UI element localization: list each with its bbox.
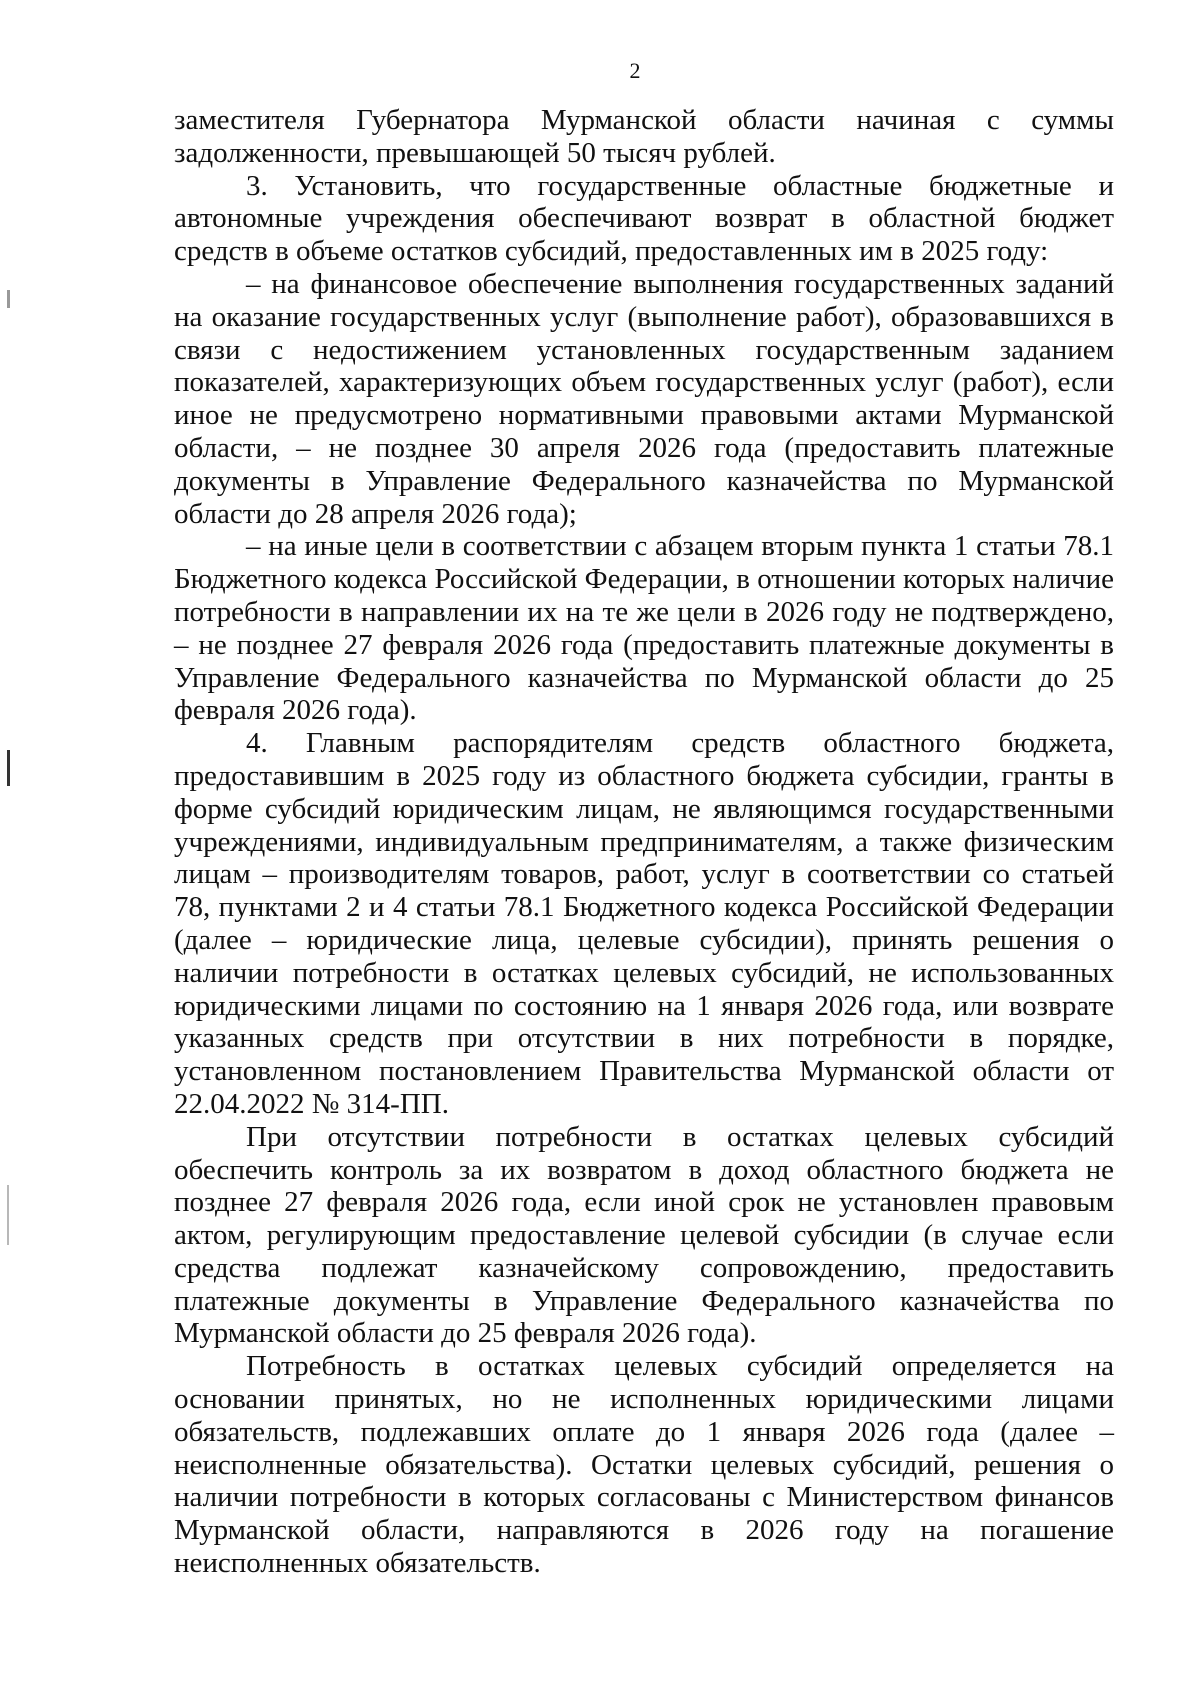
- paragraph-item-3-dash-2: – на иные цели в соответствии с абзацем вторым пункта 1 статьи 78.1 Бюджетного кодекса Российской Федерации, в отношении которых наличие потребности в направлении их на те же цели в 2026 году не подтверждено, – не позднее 27 февраля 2026 года (предоставить платежные документы в Управление Федерального казначейства по Мурманской области до 25 февраля 2026 года).: [174, 530, 1114, 727]
- scan-artifact: [7, 1185, 9, 1245]
- scan-artifact: [7, 750, 10, 786]
- paragraph-item-4-need: Потребность в остатках целевых субсидий определяется на основании принятых, но не исполненных юридическими лицами обязательств, подлежавших оплате до 1 января 2026 года (далее – неисполненные обязательства). Остатки целевых субсидий, решения о наличии потребности в которых согласованы с Министерством финансов Мурманской области, направляются в 2026 году на погашение неисполненных обязательств.: [174, 1350, 1114, 1580]
- scan-artifact: [7, 290, 10, 308]
- paragraph-item-3: 3. Установить, что государственные областные бюджетные и автономные учреждения обеспечивают возврат в областной бюджет средств в объеме остатков субсидий, предоставленных им в 2025 году:: [174, 169, 1114, 268]
- paragraph-item-4: 4. Главным распорядителям средств областного бюджета, предоставившим в 2025 году из областного бюджета субсидии, гранты в форме субсидий юридическим лицам, не являющимся государственными учреждениями, индивидуальным предпринимателям, а также физическим лицам – производителям товаров, работ, услуг в соответствии со статьей 78, пунктами 2 и 4 статьи 78.1 Бюджетного кодекса Российской Федерации (далее – юридические лица, целевые субсидии), принять решения о наличии потребности в остатках целевых субсидий, не использованных юридическими лицами по состоянию на 1 января 2026 года, или возврате указанных средств при отсутствии в них потребности в порядке, установленном постановлением Правительства Мурманской области от 22.04.2022 № 314-ПП.: [174, 727, 1114, 1120]
- paragraph-continuation: заместителя Губернатора Мурманской области начиная с суммы задолженности, превышающей 50 тысяч рублей.: [174, 104, 1114, 169]
- page-number: 2: [629, 58, 641, 83]
- paragraph-item-3-dash-1: – на финансовое обеспечение выполнения государственных заданий на оказание государственных услуг (выполнение работ), образовавшихся в связи с недостижением установленных государственным заданием показателей, характеризующих объем государственных услуг (работ), если иное не предусмотрено нормативными правовыми актами Мурманской области, – не позднее 30 апреля 2026 года (предоставить платежные документы в Управление Федерального казначейства по Мурманской области до 28 апреля 2026 года);: [174, 267, 1114, 530]
- paragraph-item-4-control: При отсутствии потребности в остатках целевых субсидий обеспечить контроль за их возвратом в доход областного бюджета не позднее 27 февраля 2026 года, если иной срок не установлен правовым актом, регулирующим предоставление целевой субсидии (в случае если средства подлежат казначейскому сопровождению, предоставить платежные документы в Управление Федерального казначейства по Мурманской области до 25 февраля 2026 года).: [174, 1120, 1114, 1350]
- document-body: [174, 104, 1114, 1580]
